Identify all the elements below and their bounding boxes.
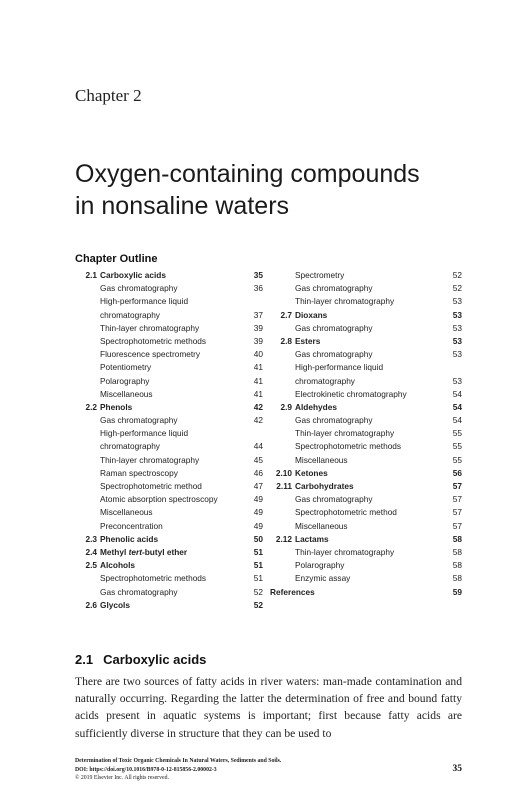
- toc-entry-page: 36: [253, 283, 263, 294]
- toc-entry-page: 52: [452, 283, 462, 294]
- toc-entry-title: Enzymic assay: [295, 573, 351, 584]
- toc-section-entry[interactable]: [75, 546, 263, 559]
- toc-entry-title: Spectrometry: [295, 270, 345, 280]
- toc-entry-page: 53: [452, 309, 462, 320]
- toc-entry-page: 44: [253, 441, 263, 452]
- toc-entry-page: 55: [452, 441, 462, 452]
- toc-entry-title: Miscellaneous: [100, 507, 153, 518]
- toc-subentry[interactable]: [270, 361, 462, 374]
- chapter-title: [75, 158, 495, 222]
- chapter-outline-heading: Chapter Outline: [75, 253, 158, 265]
- toc-entry-title: Spectrophotometric method: [100, 481, 202, 491]
- toc-entry-page: 52: [253, 586, 263, 597]
- toc-entry-page: 57: [452, 520, 462, 531]
- toc-subentry[interactable]: [75, 348, 263, 361]
- toc-entry-title: Spectrophotometric method: [295, 507, 397, 518]
- toc-entry-page: 54: [452, 388, 462, 399]
- footer-doi-link[interactable]: DOI: https://doi.org/10.1016/B978-0-12-815856-2.00002-3: [75, 766, 217, 773]
- toc-entry-title: Gas chromatography: [100, 586, 178, 597]
- toc-entry-page: 51: [253, 560, 263, 571]
- toc-entry-title: Atomic absorption spectroscopy: [100, 494, 218, 505]
- toc-entry-title: Spectrophotometric methods: [295, 441, 402, 452]
- toc-entry-title: Gas chromatography: [100, 415, 178, 426]
- toc-entry-title: Spectrophotometric methods: [100, 335, 207, 346]
- toc-entry-title: Glycols: [100, 599, 130, 610]
- toc-section-entry[interactable]: [270, 533, 462, 546]
- toc-entry-title: Aldehydes: [295, 401, 337, 412]
- toc-subentry[interactable]: [270, 322, 462, 335]
- toc-entry-title: Gas chromatography: [100, 283, 178, 294]
- toc-entry-title: High-performance liquid: [100, 428, 189, 439]
- toc-entry-page: 39: [253, 322, 263, 333]
- toc-entry-page: 53: [452, 335, 462, 346]
- toc-subentry[interactable]: [75, 454, 263, 467]
- toc-entry-page: 53: [452, 296, 462, 307]
- toc-subentry[interactable]: [75, 427, 263, 440]
- toc-entry-title: Methyl tert-butyl ether: [100, 546, 188, 557]
- toc-entry-title: chromatography: [295, 375, 355, 386]
- toc-entry-title: Raman spectroscopy: [100, 467, 178, 478]
- toc-entry-title: Carboxylic acids: [100, 270, 166, 280]
- toc-entry-number: 2.10: [275, 467, 292, 478]
- toc-entry-title: Thin-layer chromatography: [295, 428, 395, 439]
- toc-entry-page: 54: [452, 415, 462, 426]
- toc-entry-page: 53: [452, 322, 462, 333]
- toc-subentry[interactable]: [75, 572, 263, 585]
- chapter-outline-left-column: [75, 269, 263, 612]
- toc-entry-page: 35: [253, 270, 263, 280]
- chapter-label: Chapter 2: [75, 86, 142, 105]
- toc-entry-page: 52: [452, 270, 462, 280]
- toc-references-entry[interactable]: [270, 586, 462, 599]
- toc-entry-page: 55: [452, 454, 462, 465]
- toc-entry-title: Thin-layer chromatography: [100, 322, 200, 333]
- toc-subentry[interactable]: [270, 572, 462, 585]
- toc-entry-page: 51: [253, 546, 263, 557]
- toc-section-entry[interactable]: [270, 401, 462, 414]
- toc-entry-title: Spectrophotometric methods: [100, 573, 207, 584]
- toc-subentry[interactable]: [270, 282, 462, 295]
- toc-section-entry[interactable]: [75, 533, 263, 546]
- toc-subentry[interactable]: [75, 506, 263, 519]
- toc-entry-number: 2.7: [280, 309, 292, 320]
- toc-entry-page: 47: [253, 481, 263, 491]
- toc-subentry[interactable]: [75, 375, 263, 388]
- footer-copyright: © 2019 Elsevier Inc. All rights reserved.: [75, 775, 169, 782]
- toc-entry-page: 49: [253, 494, 263, 505]
- page-number: 35: [452, 764, 462, 774]
- toc-entry-number: 2.2: [85, 401, 97, 412]
- toc-entry-title: Phenolic acids: [100, 533, 159, 544]
- toc-entry-title: Miscellaneous: [295, 520, 348, 531]
- toc-entry-title: chromatography: [100, 441, 160, 452]
- chapter-title-line-2: in nonsaline waters: [75, 192, 290, 220]
- toc-section-entry[interactable]: [270, 335, 462, 348]
- toc-subentry[interactable]: [270, 427, 462, 440]
- toc-entry-number: 2.4: [85, 546, 97, 557]
- section-title: Carboxylic acids: [103, 652, 207, 667]
- toc-subentry[interactable]: [75, 467, 263, 480]
- toc-entry-page: 41: [253, 388, 263, 399]
- toc-entry-number: 2.8: [280, 335, 292, 346]
- toc-entry-title: High-performance liquid: [100, 296, 189, 307]
- toc-entry-page: 59: [452, 586, 462, 597]
- toc-entry-title: Carbohydrates: [295, 481, 354, 491]
- toc-subentry[interactable]: [270, 295, 462, 308]
- toc-subentry[interactable]: [75, 480, 263, 493]
- toc-entry-title: Esters: [295, 335, 321, 346]
- chapter-outline-right-column: [270, 269, 462, 599]
- toc-entry-title: Lactams: [295, 533, 329, 544]
- toc-entry-page: 45: [253, 454, 263, 465]
- toc-entry-number: 2.12: [275, 533, 292, 544]
- toc-section-entry[interactable]: [270, 480, 462, 493]
- toc-entry-title: Phenols: [100, 401, 133, 412]
- toc-entry-page: 58: [452, 560, 462, 571]
- toc-entry-title: Alcohols: [100, 560, 136, 571]
- toc-subentry[interactable]: [270, 440, 462, 453]
- toc-entry-title: chromatography: [100, 309, 160, 320]
- toc-entry-title: Gas chromatography: [295, 349, 373, 360]
- toc-entry-page: 57: [452, 507, 462, 518]
- toc-subentry[interactable]: [270, 559, 462, 572]
- toc-entry-title: Gas chromatography: [295, 322, 373, 333]
- toc-subentry[interactable]: [270, 506, 462, 519]
- toc-entry-title: Polarography: [100, 375, 150, 386]
- toc-subentry[interactable]: [270, 269, 462, 282]
- toc-section-entry[interactable]: [75, 401, 263, 414]
- toc-entry-page: 42: [253, 415, 263, 426]
- toc-subentry[interactable]: [75, 361, 263, 374]
- toc-entry-page: 42: [253, 401, 263, 412]
- toc-subentry[interactable]: [270, 493, 462, 506]
- toc-subentry[interactable]: [75, 520, 263, 533]
- toc-entry-page: 56: [452, 467, 462, 478]
- toc-entry-page: 51: [253, 573, 263, 584]
- toc-entry-page: 49: [253, 520, 263, 531]
- toc-entry-page: 57: [452, 481, 462, 491]
- toc-entry-number: 2.3: [85, 533, 97, 544]
- section-heading: [75, 652, 206, 667]
- toc-entry-number: 2.5: [85, 560, 97, 571]
- toc-subentry[interactable]: [75, 388, 263, 401]
- toc-subentry[interactable]: [75, 414, 263, 427]
- toc-subentry[interactable]: [270, 375, 462, 388]
- toc-entry-page: 46: [253, 467, 263, 478]
- toc-subentry[interactable]: [270, 348, 462, 361]
- toc-entry-title: Thin-layer chromatography: [295, 296, 395, 307]
- toc-entry-page: 53: [452, 349, 462, 360]
- toc-entry-title: References: [270, 586, 315, 597]
- toc-entry-title: Dioxans: [295, 309, 328, 320]
- toc-entry-page: 54: [452, 401, 462, 412]
- toc-subentry[interactable]: [75, 586, 263, 599]
- toc-entry-page: 41: [253, 375, 263, 386]
- toc-entry-title: Miscellaneous: [100, 388, 153, 399]
- toc-entry-page: 50: [253, 533, 263, 544]
- toc-entry-page: 57: [452, 494, 462, 505]
- toc-subentry[interactable]: [75, 322, 263, 335]
- toc-entry-number: 2.9: [280, 401, 292, 412]
- toc-entry-title: High-performance liquid: [295, 362, 384, 373]
- toc-section-entry[interactable]: [270, 467, 462, 480]
- toc-subentry[interactable]: [270, 520, 462, 533]
- toc-entry-number: 2.11: [276, 481, 292, 491]
- toc-section-entry[interactable]: [75, 599, 263, 612]
- toc-entry-page: 39: [253, 335, 263, 346]
- toc-section-entry[interactable]: [75, 269, 263, 282]
- toc-entry-page: 40: [253, 349, 263, 360]
- toc-entry-title: Preconcentration: [100, 520, 163, 531]
- toc-subentry[interactable]: [75, 295, 263, 308]
- toc-entry-title: Thin-layer chromatography: [100, 454, 200, 465]
- toc-subentry[interactable]: [270, 388, 462, 401]
- toc-subentry[interactable]: [75, 440, 263, 453]
- chapter-title-line-1: Oxygen-containing compounds: [75, 160, 420, 188]
- toc-subentry[interactable]: [75, 282, 263, 295]
- toc-section-entry[interactable]: [270, 309, 462, 322]
- toc-subentry[interactable]: [75, 309, 263, 322]
- toc-entry-page: 58: [452, 546, 462, 557]
- toc-entry-number: 2.6: [85, 599, 97, 610]
- toc-subentry[interactable]: [270, 454, 462, 467]
- toc-entry-page: 53: [452, 375, 462, 386]
- toc-entry-page: 52: [253, 599, 263, 610]
- toc-entry-page: 49: [253, 507, 263, 518]
- toc-entry-title: Gas chromatography: [295, 415, 373, 426]
- page-footer: [75, 757, 462, 783]
- toc-entry-title: Ketones: [295, 467, 328, 478]
- toc-entry-title: Gas chromatography: [295, 494, 373, 505]
- toc-entry-number: 2.1: [85, 270, 97, 280]
- toc-entry-page: 58: [452, 533, 462, 544]
- toc-entry-page: 58: [452, 573, 462, 584]
- toc-section-entry[interactable]: [75, 559, 263, 572]
- body-paragraph: There are two sources of fatty acids in river waters: man-made contamination and naturally occurring. Regarding the latter the determination of free and bound fatty acids present in aquatic systems is important; first because fatty acids are sufficiently diverse in structure that they can be used to: [75, 675, 462, 740]
- toc-entry-page: 55: [452, 428, 462, 439]
- toc-subentry[interactable]: [75, 335, 263, 348]
- toc-entry-title: Potentiometry: [100, 362, 152, 373]
- toc-entry-title: Miscellaneous: [295, 454, 348, 465]
- toc-entry-page: 37: [253, 309, 263, 320]
- toc-entry-title: Polarography: [295, 560, 345, 571]
- footer-book-title: Determination of Toxic Organic Chemicals In Natural Waters, Sediments and Soils.: [75, 758, 282, 764]
- toc-entry-title: Thin-layer chromatography: [295, 546, 395, 557]
- toc-entry-title: Fluorescence spectrometry: [100, 349, 201, 360]
- toc-entry-title: Gas chromatography: [295, 283, 373, 294]
- toc-entry-page: 41: [253, 362, 263, 373]
- toc-subentry[interactable]: [75, 493, 263, 506]
- toc-entry-title: Electrokinetic chromatography: [295, 388, 407, 399]
- toc-subentry[interactable]: [270, 414, 462, 427]
- toc-subentry[interactable]: [270, 546, 462, 559]
- section-number: 2.1: [75, 652, 94, 667]
